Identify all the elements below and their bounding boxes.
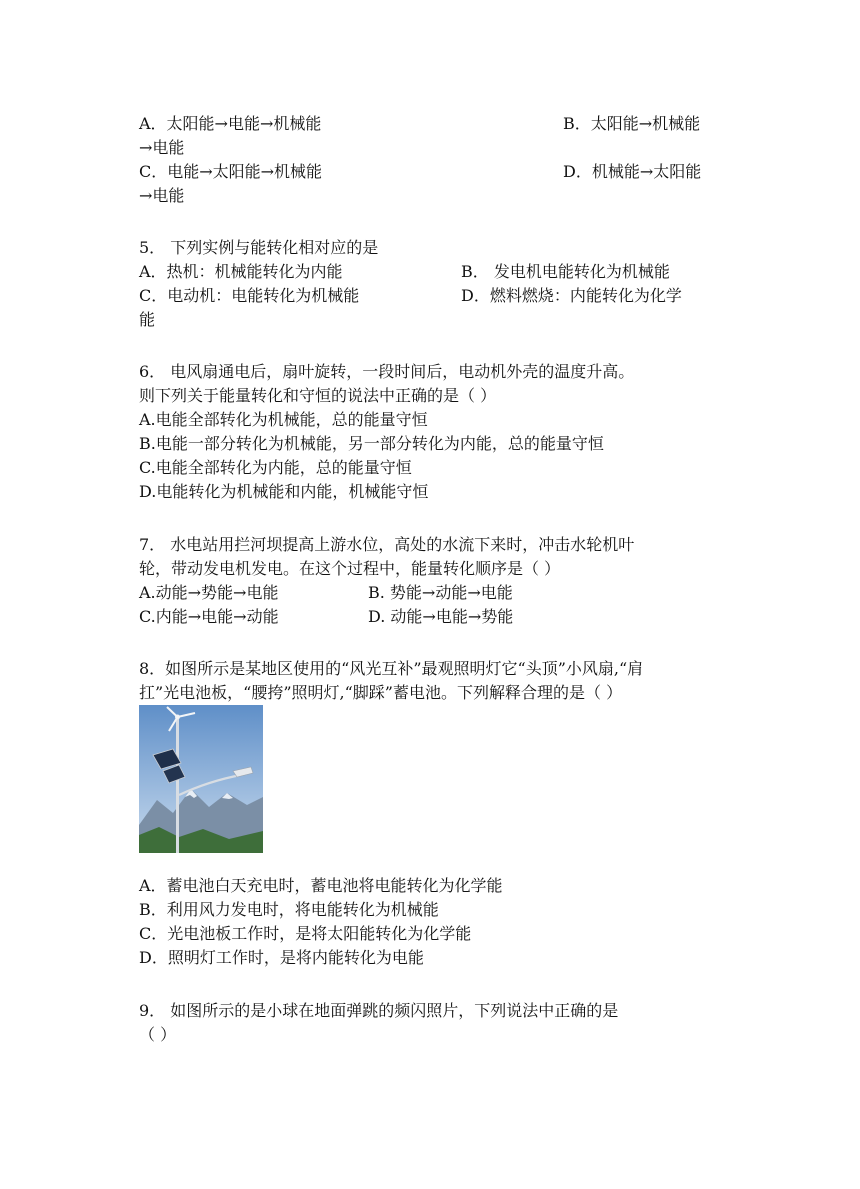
q6-option-a: A.电能全部转化为机械能，总的能量守恒 xyxy=(139,410,428,429)
q7-option-c: C.内能→电能→动能 xyxy=(139,607,279,626)
q7-option-b: B. 势能→动能→电能 xyxy=(368,583,513,602)
q4-option-a: A．太阳能→电能→机械能 xyxy=(139,114,322,133)
q5-option-a: A．热机：机械能转化为内能 xyxy=(139,262,343,281)
q9-stem-line1: 9． 如图所示的是小球在地面弹跳的频闪照片，下列说法中正确的是 xyxy=(139,1001,619,1020)
q5-option-b: B． 发电机电能转化为机械能 xyxy=(461,262,670,281)
q6-option-c: C.电能全部转化为内能，总的能量守恒 xyxy=(139,458,412,477)
q7-stem-line1: 7． 水电站用拦河坝提高上游水位，高处的水流下来时，冲击水轮机叶 xyxy=(139,535,635,554)
q7-stem-line2: 轮，带动发电机发电。在这个过程中，能量转化顺序是（ ） xyxy=(139,559,561,578)
q9-stem-line2: （ ） xyxy=(139,1025,177,1044)
q8-option-a: A．蓄电池白天充电时，蓄电池将电能转化为化学能 xyxy=(139,876,503,895)
q5-stem: 5． 下列实例与能转化相对应的是 xyxy=(139,238,379,257)
q4-option-d: D．机械能→太阳能 xyxy=(563,162,702,181)
q5-option-c: C．电动机：电能转化为机械能 xyxy=(139,286,360,305)
wind-solar-streetlight-photo xyxy=(139,705,263,853)
q4-option-d-continued: →电能 xyxy=(139,186,185,205)
q6-stem-line2: 则下列关于能量转化和守恒的说法中正确的是（ ） xyxy=(139,386,497,405)
q8-stem-line1: 8．如图所示是某地区使用的“风光互补”最观照明灯它“头顶”小风扇,“肩 xyxy=(139,659,644,678)
q5-option-d: D．燃料燃烧：内能转化为化学 xyxy=(461,286,682,305)
q5-option-d-continued: 能 xyxy=(139,310,156,329)
q8-option-d: D．照明灯工作时，是将内能转化为电能 xyxy=(139,948,424,967)
q4-option-b-continued: →电能 xyxy=(139,138,185,157)
q4-option-b: B．太阳能→机械能 xyxy=(563,114,701,133)
q6-option-b: B.电能一部分转化为机械能，另一部分转化为内能，总的能量守恒 xyxy=(139,434,604,453)
q6-option-d: D.电能转化为机械能和内能，机械能守恒 xyxy=(139,482,429,501)
q8-stem-line2: 扛”光电池板，“腰挎”照明灯,“脚踩”蓄电池。下列解释合理的是（ ） xyxy=(139,683,623,702)
q7-option-d: D. 动能→电能→势能 xyxy=(368,607,514,626)
q8-option-c: C．光电池板工作时，是将太阳能转化为化学能 xyxy=(139,924,472,943)
q7-option-a: A.动能→势能→电能 xyxy=(139,583,279,602)
q8-option-b: B．利用风力发电时，将电能转化为机械能 xyxy=(139,900,439,919)
q4-option-c: C．电能→太阳能→机械能 xyxy=(139,162,323,181)
q6-stem-line1: 6． 电风扇通电后，扇叶旋转，一段时间后，电动机外壳的温度升高。 xyxy=(139,362,635,381)
